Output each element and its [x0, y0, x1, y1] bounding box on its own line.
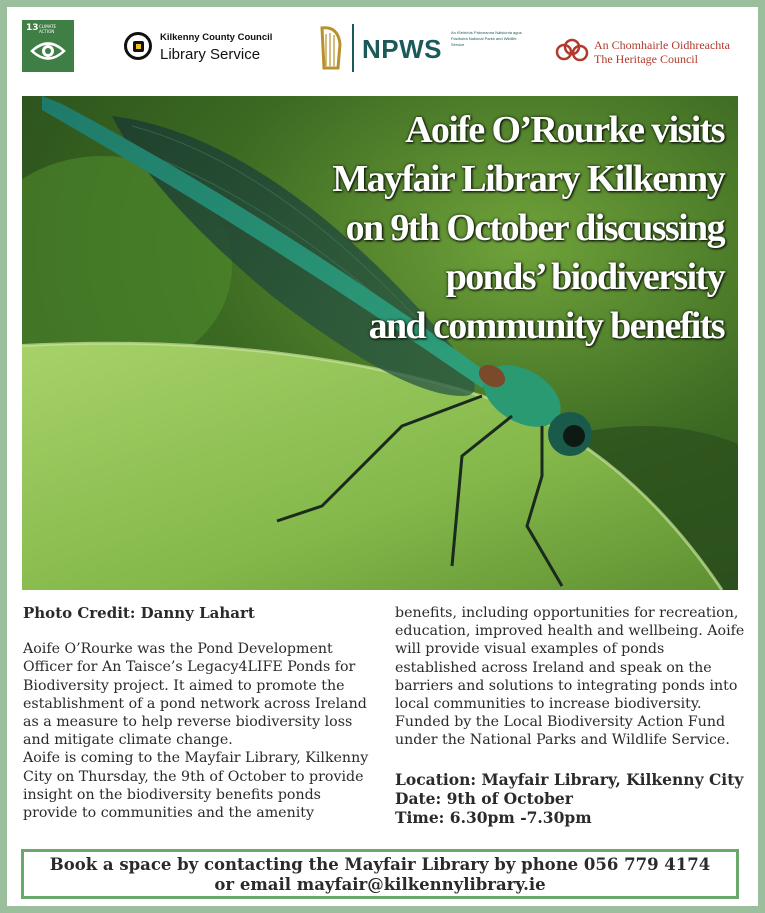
headline-line-4: ponds’ biodiversity [445, 256, 724, 298]
event-details [395, 770, 745, 827]
npws-logo-text: NPWS [362, 34, 442, 64]
booking-box [21, 849, 739, 899]
booking-phone-line: Book a space by contacting the Mayfair Library by phone 056 779 4174 [49, 855, 711, 874]
headline-line-1: Aoife O’Rourke visits [405, 109, 724, 151]
event-time: Time: 6.30pm -7.30pm [395, 807, 592, 827]
eye-globe-icon [30, 38, 66, 64]
sdg-title: CLIMATE ACTION [39, 24, 57, 34]
harp-icon [316, 24, 344, 72]
body-right-column [395, 604, 745, 827]
library-service-name: Library Service [160, 46, 261, 63]
body-left-column [23, 604, 373, 822]
npws-full-name: An tSeirbhís Páirceanna Náisiúnta agus Fiadhúlra National Parks and Wildlife Service [451, 30, 522, 47]
sdg-number: 13 [26, 23, 39, 33]
intro-paragraph: Aoife O’Rourke was the Pond Development Officer for An Taisce’s Legacy4LIFE Ponds for Biodiversity project. It aimed to promote the establishment of a pond network across Ireland as a measure to help reverse biodiversity loss and mitigate climate change. [23, 641, 367, 749]
photo-credit: Photo Credit: Danny Lahart [23, 604, 255, 622]
hero-photo [22, 96, 738, 590]
kcc-name: Kilkenny County Council [160, 32, 273, 43]
heritage-council-irish: An Chomhairle Oidhreachta [594, 38, 730, 52]
heritage-council-english: The Heritage Council [594, 52, 698, 66]
kilkenny-library-logo [124, 30, 284, 68]
visit-paragraph-start: Aoife is coming to the Mayfair Library, Kilkenny City on Thursday, the 9th of October to provide insight on the biodiversity benefits ponds provide to communities and the amenity [23, 750, 369, 822]
headline-line-2: Mayfair Library Kilkenny [332, 158, 724, 200]
headline-line-3: on 9th October discussing [345, 207, 724, 249]
event-location: Location: Mayfair Library, Kilkenny City [395, 769, 744, 789]
npws-divider [352, 24, 354, 72]
heritage-council-icon [555, 38, 589, 64]
headline-line-5: and community benefits [368, 305, 724, 347]
headline [204, 106, 724, 351]
event-date: Date: 9th of October [395, 788, 573, 808]
library-logo-icon [124, 32, 152, 60]
sdg-13-logo [22, 20, 74, 72]
booking-email-line[interactable]: or email mayfair@kilkennylibrary.ie [214, 875, 546, 894]
visit-paragraph-continued: benefits, including opportunities for recreation, education, improved health and wellbeing. Aoife will provide visual examples of ponds established across Ireland and speak on the barriers and solutions to integrating ponds into local communities to increase biodiversity. Funded by the Local Biodiversity Action Fund under the National Parks and Wildlife Service. [395, 605, 745, 749]
